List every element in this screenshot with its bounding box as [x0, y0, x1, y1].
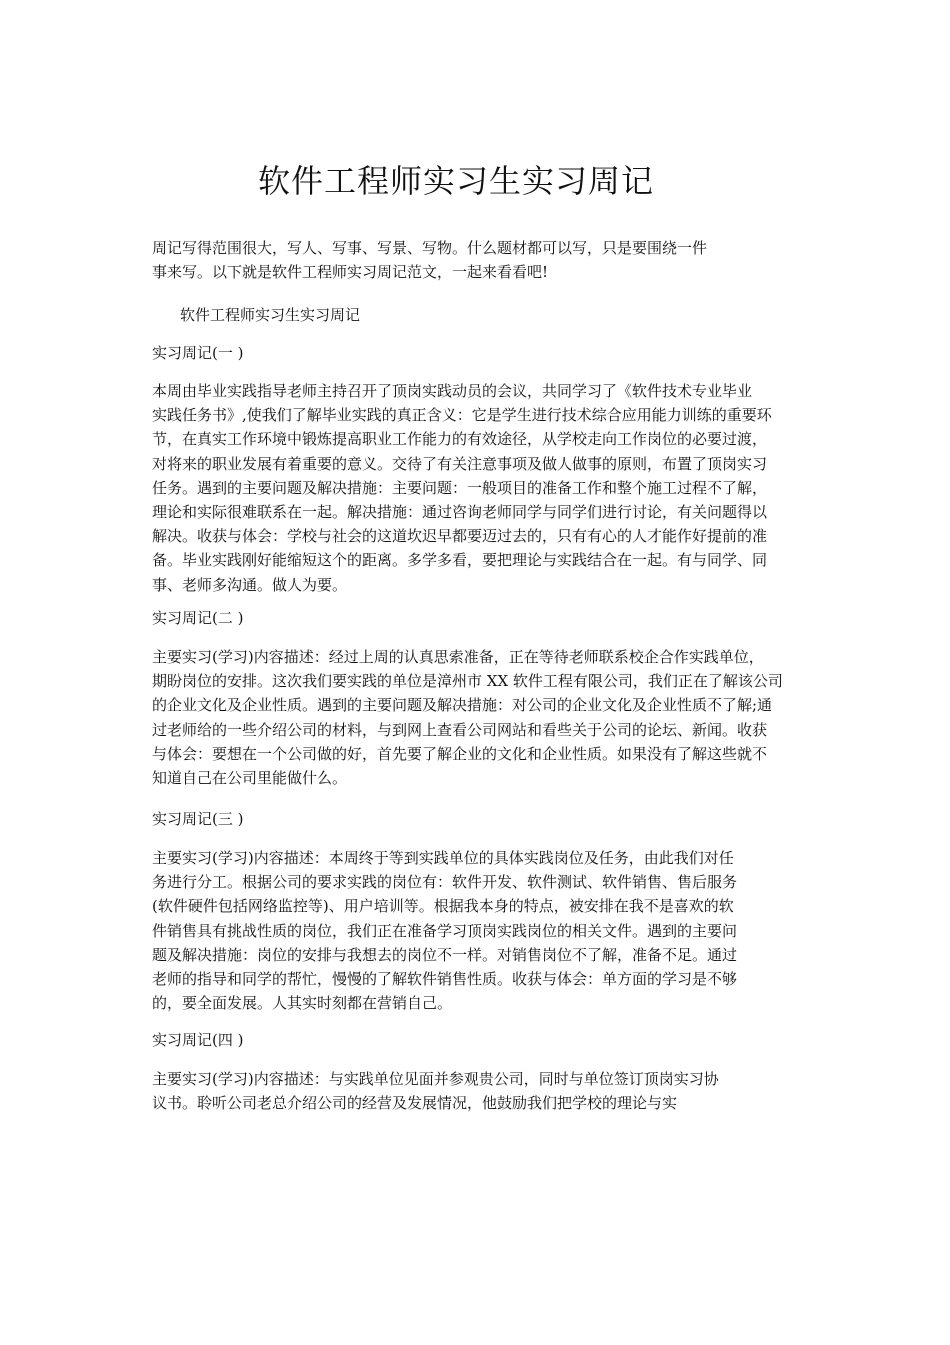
- document-subtitle: 软件工程师实习生实习周记: [180, 306, 361, 324]
- section-heading-3: 实习周记(三 ): [152, 810, 244, 828]
- section-heading-1: 实习周记(一 ): [152, 344, 244, 362]
- section-body-2: 主要实习(学习)内容描述：经过上周的认真思索准备，正在等待老师联系校企合作实践单位， 期盼岗位的安排。这次我们要实践的单位是漳州市 XX 软件工程有限公司，我们正在了解该公司 的企业文化及企业性质。遇到的主要问题及解决措施：对公司的企业文化及企业性质不了解;通 过老师给的一些介绍公司的材料，与到网上查看公司网站和看些关于公司的论坛、新闻。收获 与体会：要想在一个公司做的好，首先要了解企业的文化和企业性质。如果没有了解这些就不 知道自己在公司里能做什么。: [152, 648, 783, 788]
- section-body-4: 主要实习(学习)内容描述：与实践单位见面并参观贵公司，同时与单位签订顶岗实习协 议书。聆听公司老总介绍公司的经营及发展情况，他鼓励我们把学校的理论与实: [152, 1070, 719, 1113]
- document-title: 软件工程师实习生实习周记: [257, 162, 654, 200]
- section-heading-2: 实习周记(二 ): [152, 609, 244, 627]
- section-heading-4: 实习周记(四 ): [152, 1031, 244, 1049]
- section-body-3: 主要实习(学习)内容描述：本周终于等到实践单位的具体实践岗位及任务，由此我们对任 务进行分工。根据公司的要求实践的岗位有：软件开发、软件测试、软件销售、售后服务 (软件硬件包括网络监控等)、用户培训等。根据我本身的特点，被安排在我不是喜欢的软 件销售具有挑战性质的岗位，我们正在准备学习顶岗实践岗位的相关文件。遇到的主要问 题及解决措施：岗位的安排与我想去的岗位不一样。对销售岗位不了解，准备不足。通过 老师的指导和同学的帮忙，慢慢的了解软件销售性质。收获与体会：单方面的学习是不够 的，要全面发展。人其实时刻都在营销自己。: [152, 849, 738, 1013]
- intro-paragraph: 周记写得范围很大，写人、写事、写景、写物。什么题材都可以写，只是要围绕一件 事来写。以下就是软件工程师实习周记范文，一起来看看吧!: [152, 239, 708, 282]
- section-body-1: 本周由毕业实践指导老师主持召开了顶岗实践动员的会议，共同学习了《软件技术专业毕业 实践任务书》,使我们了解毕业实践的真正含义：它是学生进行技术综合应用能力训练的重要环 节，在真实工作环境中锻炼提高职业工作能力的有效途径，从学校走向工作岗位的必要过渡， 对将来的职业发展有着重要的意义。交待了有关注意事项及做人做事的原则，布置了顶岗实习 任务。遇到的主要问题及解决措施：主要问题：一般项目的准备工作和整个施工过程不了解， 理论和实际很难联系在一起。解决措施：通过咨询老师同学与同学们进行讨论，有关问题得以 解决。收获与体会：学校与社会的这道坎迟早都要迈过去的，只有有心的人才能作好提前的准 备。毕业实践刚好能缩短这个的距离。多学多看，要把理论与实践结合在一起。有与同学、同 事、老师多沟通。做人为要。: [152, 382, 772, 594]
